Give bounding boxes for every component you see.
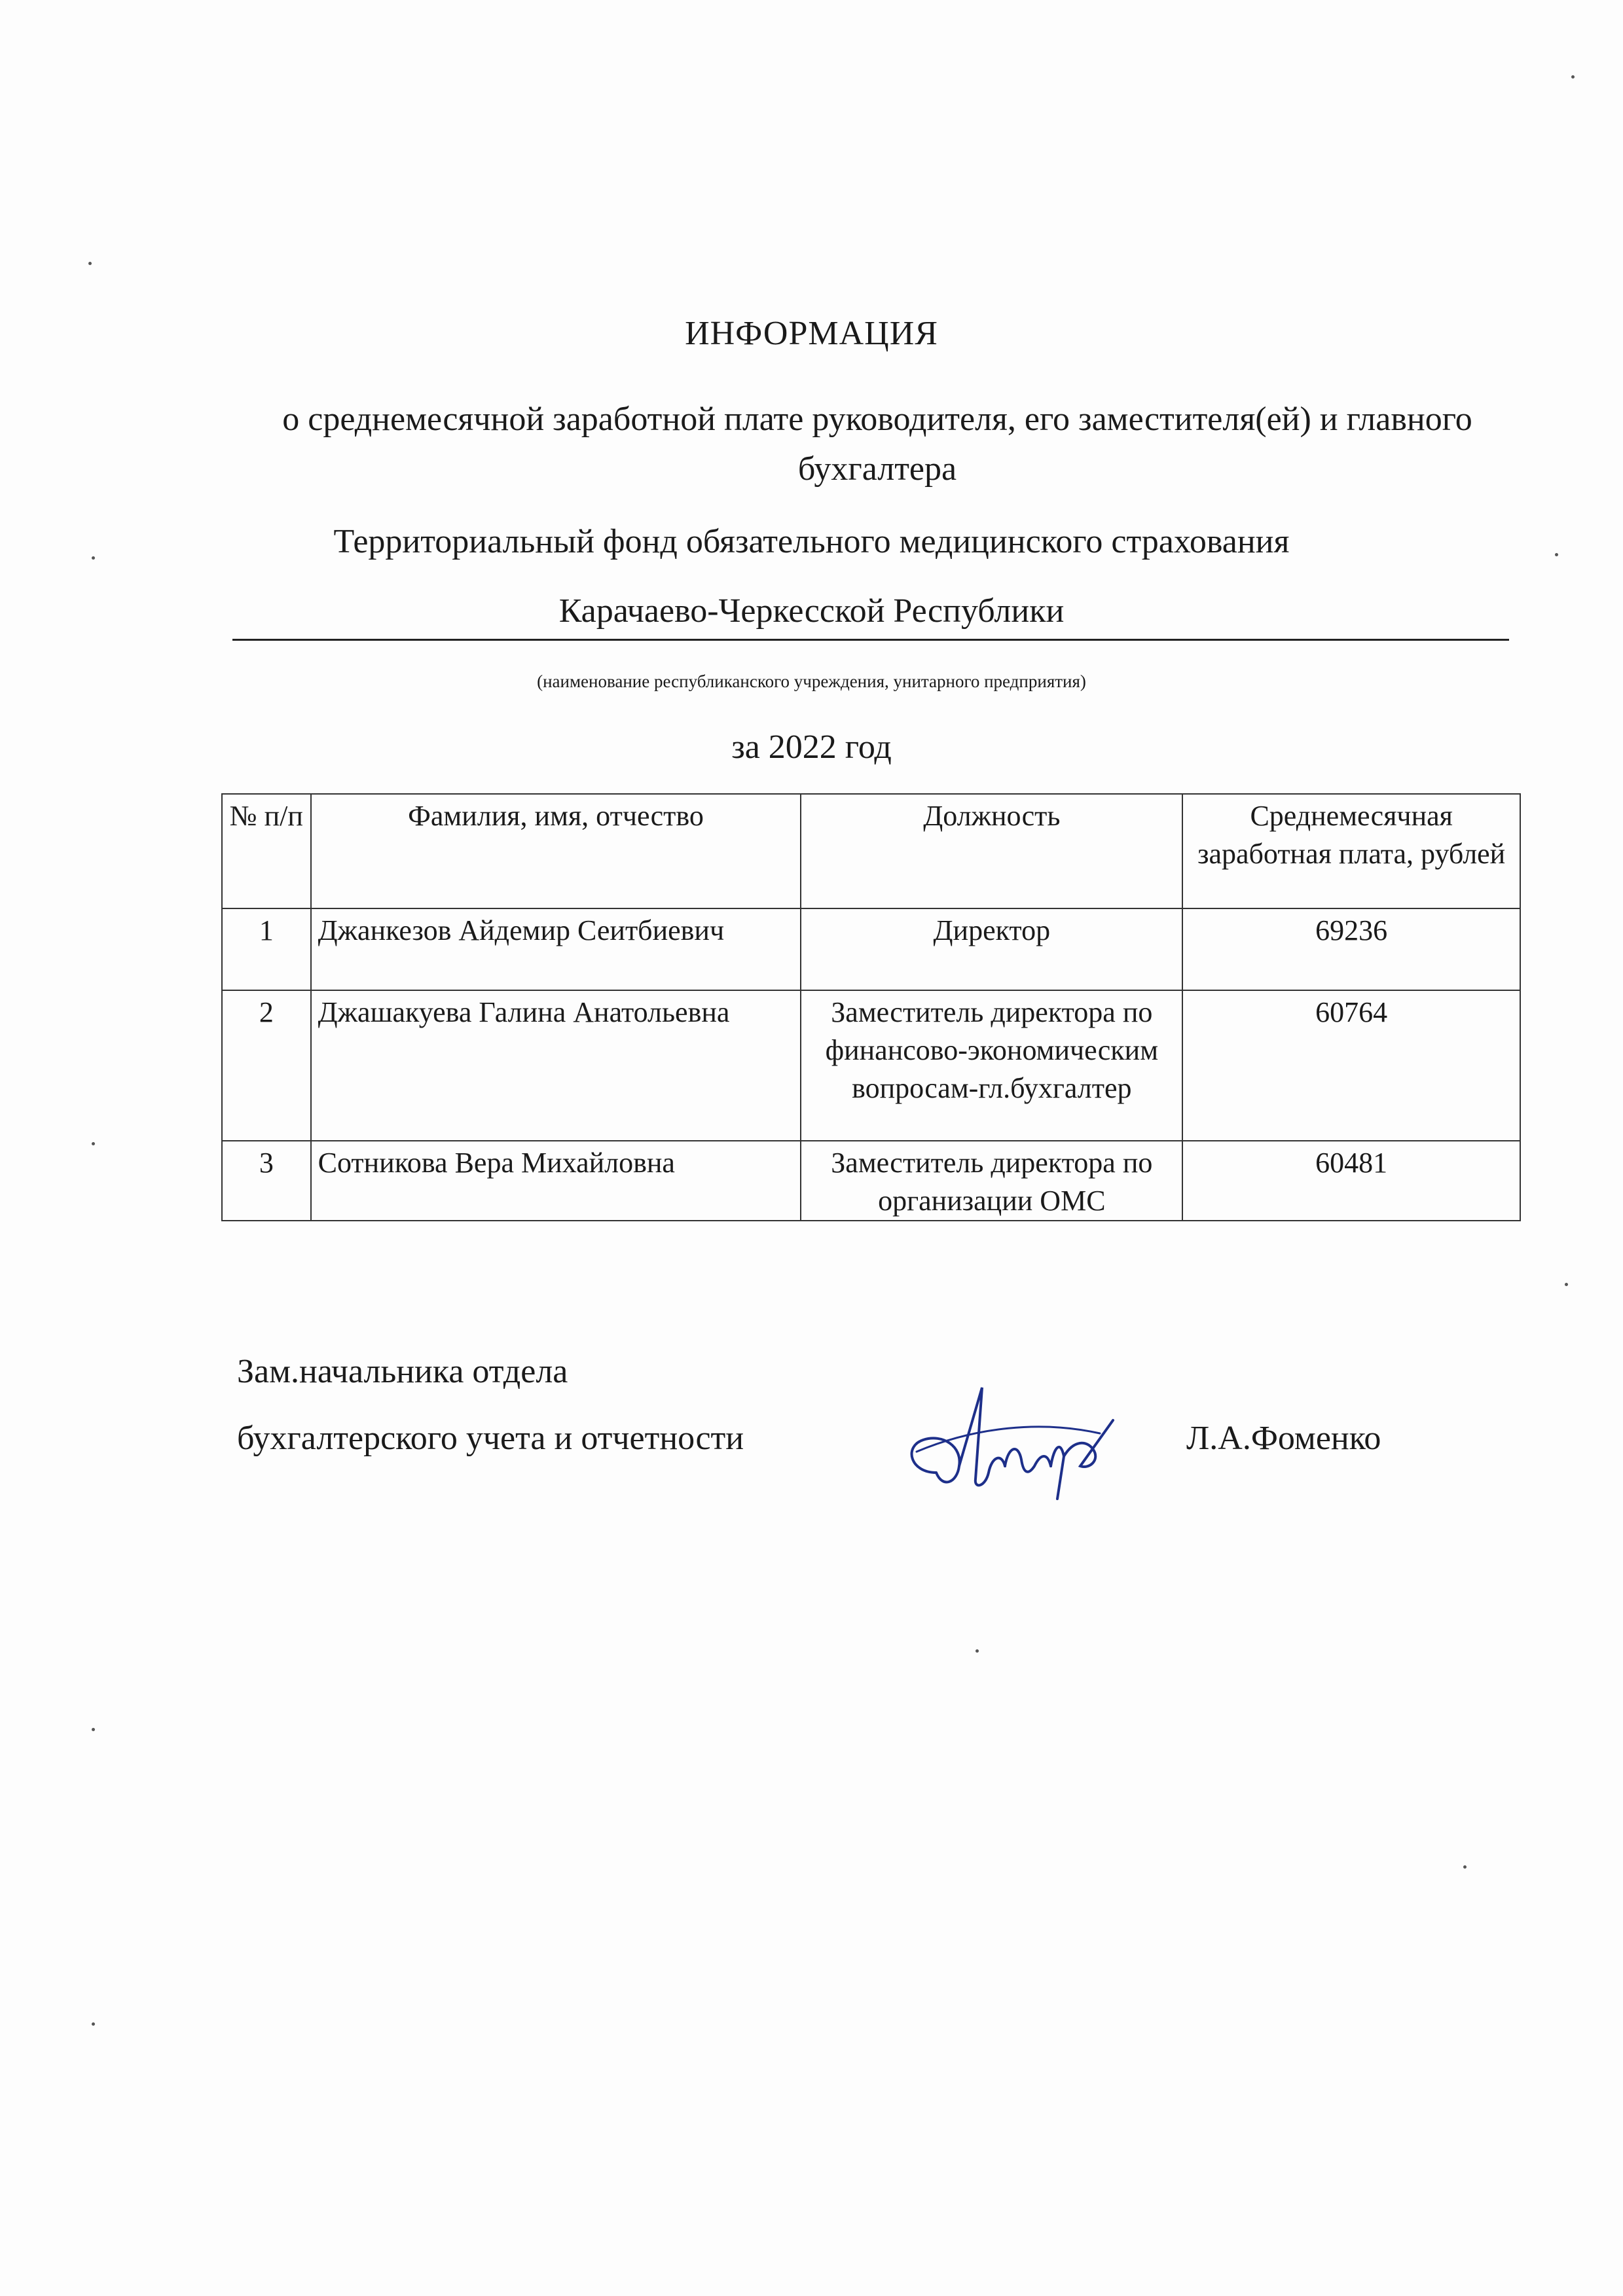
report-period: за 2022 год xyxy=(731,728,892,766)
table-header-row xyxy=(222,794,1520,908)
organization-caption: (наименование республиканского учреждения, унитарного предприятия) xyxy=(537,672,1086,691)
cell-num: 1 xyxy=(222,908,311,990)
scan-speck xyxy=(1463,1865,1467,1869)
scan-speck xyxy=(1555,553,1558,556)
cell-num: 3 xyxy=(222,1141,311,1221)
scan-speck xyxy=(92,1728,95,1731)
signatory-title-line2: бухгалтерского учета и отчетности xyxy=(237,1420,744,1457)
organization-underline xyxy=(232,639,1509,641)
document-subheading: о среднемесячной заработной плате руководителя, его заместителя(ей) и главного бухгалтера xyxy=(282,401,1472,488)
organization-name-line2: Карачаево-Черкесской Республики xyxy=(558,592,1065,630)
scan-speck xyxy=(1565,1283,1568,1286)
cell-name: Джанкезов Айдемир Сеитбиевич xyxy=(311,908,801,990)
table-row xyxy=(222,990,1520,1141)
cell-salary: 69236 xyxy=(1182,908,1520,990)
table-row xyxy=(222,1141,1520,1221)
cell-num: 2 xyxy=(222,990,311,1141)
salary-table xyxy=(221,793,1521,1221)
scan-speck xyxy=(92,556,95,560)
header-position: Должность xyxy=(801,794,1182,908)
document-heading: ИНФОРМАЦИЯ xyxy=(685,315,938,352)
handwritten-signature xyxy=(897,1374,1120,1505)
scan-speck xyxy=(976,1649,979,1653)
cell-position: Заместитель директора по финансово-экономическим вопросам-гл.бухгалтер xyxy=(801,990,1182,1141)
cell-name: Сотникова Вера Михайловна xyxy=(311,1141,801,1221)
scan-speck xyxy=(92,2022,95,2026)
cell-position: Заместитель директора по организации ОМС xyxy=(801,1141,1182,1221)
cell-name: Джашакуева Галина Анатольевна xyxy=(311,990,801,1141)
header-name: Фамилия, имя, отчество xyxy=(311,794,801,908)
cell-position: Директор xyxy=(801,908,1182,990)
table-row xyxy=(222,908,1520,990)
organization-name-line1: Территориальный фонд обязательного медицинского страхования xyxy=(333,523,1290,560)
scan-speck xyxy=(88,262,92,265)
header-salary: Среднемесячная заработная плата, рублей xyxy=(1182,794,1520,908)
scan-speck xyxy=(92,1142,95,1145)
header-num: № п/п xyxy=(222,794,311,908)
cell-salary: 60764 xyxy=(1182,990,1520,1141)
signatory-name: Л.А.Фоменко xyxy=(1186,1420,1381,1457)
cell-salary: 60481 xyxy=(1182,1141,1520,1221)
scan-speck xyxy=(1571,75,1575,79)
signatory-title-line1: Зам.начальника отдела xyxy=(237,1353,568,1390)
